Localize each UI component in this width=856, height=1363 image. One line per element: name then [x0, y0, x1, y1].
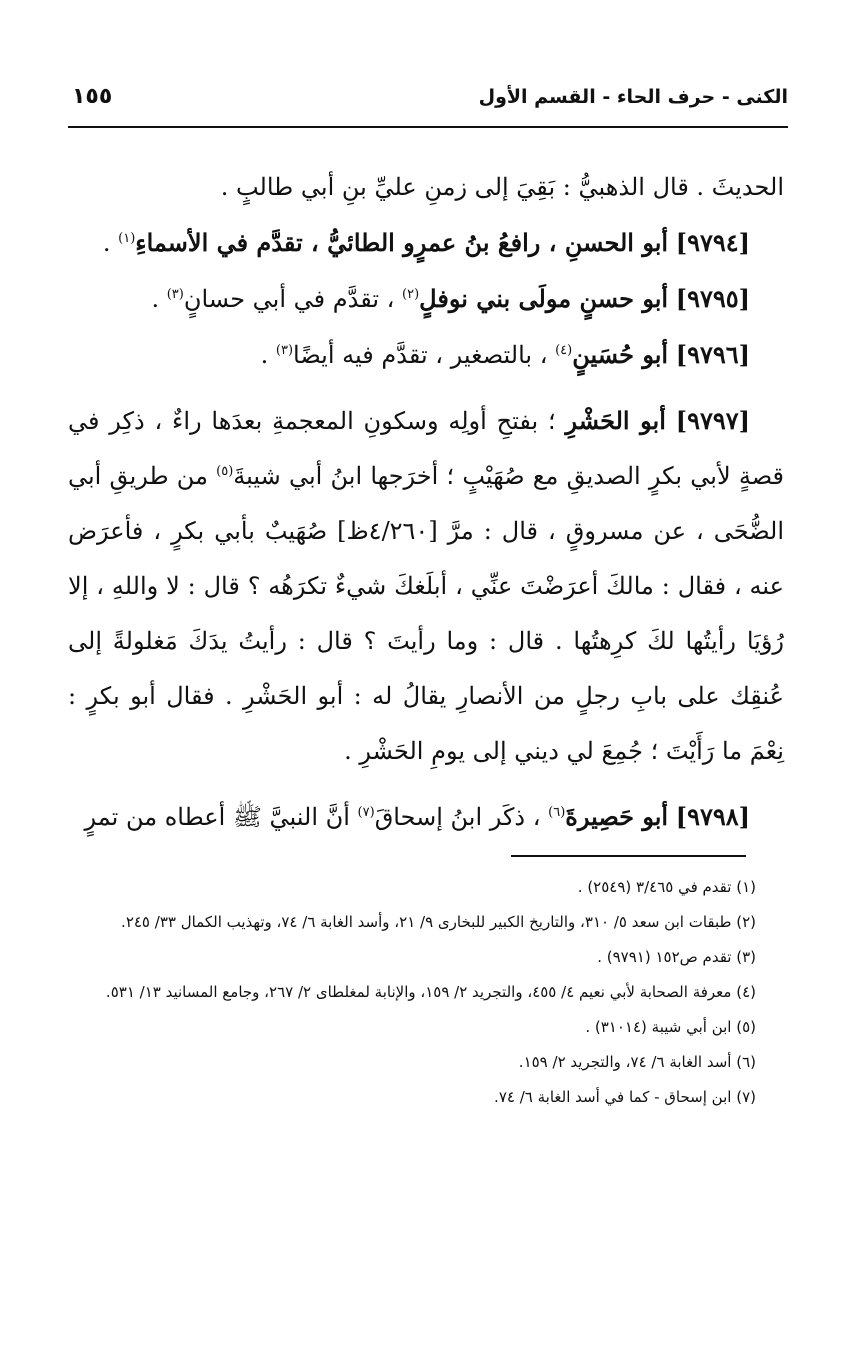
footnote-2: (٢) طبقات ابن سعد ٥/ ٣١٠، والتاريخ الكبير للبخارى ٩/ ٢١، وأسد الغابة ٦/ ٧٤، وتهذيب الكمال ٣٣/ ٢٤٥.: [121, 913, 756, 931]
entry-9798: [68, 789, 784, 845]
intro-line: الحديثَ . قال الذهبيُّ : بَقِيَ إلى زمنِ عليِّ بنِ أبي طالبٍ .: [220, 173, 784, 201]
entry-text: ، ذكَر ابنُ إسحاقَ: [374, 803, 549, 831]
footnote-rule: [511, 855, 746, 857]
main-text: [68, 160, 784, 845]
entry-number: [٩٧٩٦]: [675, 340, 750, 369]
entry-text: ، تقدَّم في أبي حسانٍ: [183, 285, 403, 313]
page-number: ١٥٥: [72, 84, 113, 109]
footnote-6: (٦) أسد الغابة ٦/ ٧٤، والتجريد ٢/ ١٥٩.: [518, 1053, 756, 1071]
entry-text: أنَّ النبيَّ ﷺ أعطاه من تمرٍ: [84, 803, 358, 831]
entry-name: أبو الحسنِ ، رافعُ بنُ عمرٍو الطائيُّ ، تقدَّم في الأسماءِ: [135, 228, 669, 257]
entry-number: [٩٧٩٥]: [675, 284, 750, 313]
entry-number: [٩٧٩٨]: [675, 802, 750, 831]
footnote-5: (٥) ابن أبي شيبة (٣١٠١٤) .: [585, 1018, 756, 1036]
entry-end: .: [102, 229, 119, 257]
entry-name: أبو حُسَينٍ: [572, 340, 669, 369]
footnote-ref: (٧): [357, 805, 375, 820]
footnote-ref: (٤): [555, 343, 573, 358]
footnote-7: (٧) ابن إسحاق - كما في أسد الغابة ٦/ ٧٤.: [494, 1088, 756, 1106]
running-title: الكنى - حرف الحاء - القسم الأول: [478, 86, 788, 108]
footnote-ref: (١): [118, 231, 136, 246]
footnotes: [68, 870, 756, 1115]
entry-number: [٩٧٩٤]: [675, 228, 750, 257]
header-rule: [68, 126, 788, 128]
entry-name: أبو حسنٍ مولَى بني نوفلٍ: [419, 284, 669, 313]
footnote-ref: (٦): [548, 805, 566, 820]
footnote-ref: (٢): [402, 287, 420, 302]
entry-end: .: [260, 341, 276, 369]
footnote-3: (٣) تقدم ص١٥٢ (٩٧٩١) .: [597, 948, 756, 966]
footnote-ref: (٣): [166, 287, 184, 302]
footnote-1: (١) تقدم في ٣/٤٦٥ (٢٥٤٩) .: [577, 878, 756, 896]
entry-9797: [68, 393, 784, 779]
entry-9795: [68, 271, 784, 327]
entry-end: .: [151, 285, 167, 313]
entry-9794: [68, 215, 784, 271]
page-header: [68, 80, 788, 120]
entry-number: [٩٧٩٧]: [675, 406, 750, 435]
footnote-4: (٤) معرفة الصحابة لأبي نعيم ٤/ ٤٥٥، والتجريد ٢/ ١٥٩، والإنابة لمغلطاى ٢/ ٢٦٧، وجامع المسانيد ١٣/ ٥٣١.: [105, 983, 756, 1001]
footnote-ref: (٣): [275, 343, 294, 358]
entry-text: ، بالتصغير ، تقدَّم فيه أيضًا: [293, 341, 556, 369]
entry-text: من طريقِ أبي الضُّحَى ، عن مسروقٍ ، قال : مرَّ [٤/٢٦٠ظ] صُهَيبٌ بأبي بكرٍ ، فأعرَض عنه ، فقال : مالكَ أعرَضْتَ عنِّي ، أبلَغكَ شيءٌ تكرَهُه ؟ قال : لا واللهِ ، إلا رُؤيَا رأيتُها لكَ كرِهتُها . قال : وما رأيتَ ؟ قال : رأيتُ يدَكَ مَغلولةً إلى عُنقِك على بابِ رجلٍ من الأنصارِ يقالُ له : أبو الحَشْرِ . فقال أبو بكرٍ : نِعْمَ ما رَأَيْتَ ؛ جُمِعَ لي ديني إلى يومِ الحَشْرِ .: [68, 462, 785, 765]
entry-name: أبو حَصِيرةَ: [565, 802, 669, 831]
entry-9796: [68, 327, 784, 383]
footnote-ref: (٥): [216, 464, 234, 479]
entry-name: أبو الحَشْرِ: [565, 406, 666, 435]
entry-text: ؛ بفتحِ أولِه وسكونِ المعجمةِ بعدَها راءٌ ، ذكِر في قصةٍ لأبي بكرٍ الصديقِ مع صُهَيْبٍ ؛ أخرَجها ابنُ أبي شيبةَ: [68, 407, 785, 490]
